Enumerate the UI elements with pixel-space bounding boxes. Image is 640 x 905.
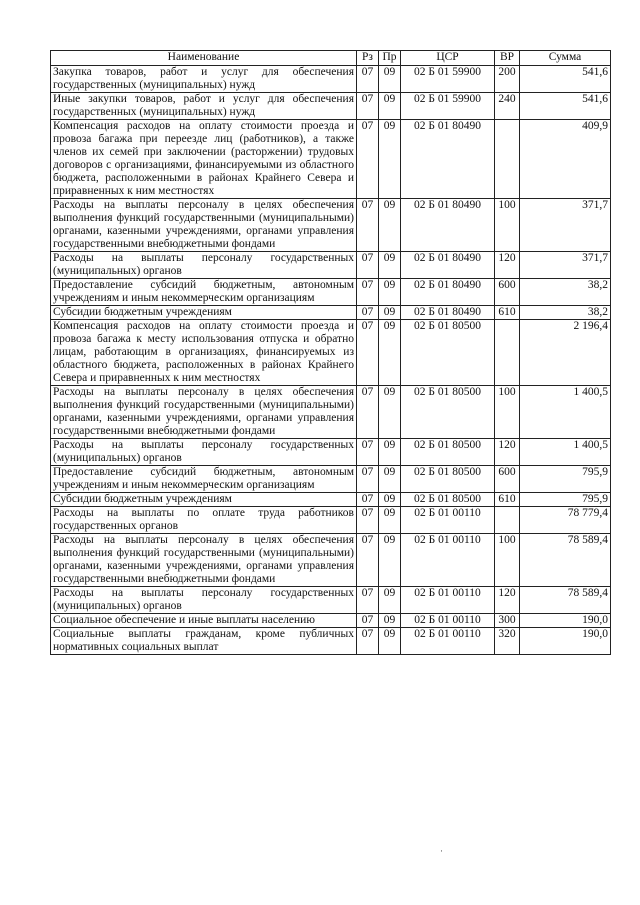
cell-csr: 02 Б 01 00110 — [401, 507, 495, 534]
cell-csr: 02 Б 01 00110 — [401, 587, 495, 614]
cell-pr: 09 — [379, 279, 401, 306]
cell-rz: 07 — [357, 120, 379, 199]
cell-rz: 07 — [357, 279, 379, 306]
cell-pr: 09 — [379, 614, 401, 628]
cell-rz: 07 — [357, 66, 379, 93]
cell-rz: 07 — [357, 534, 379, 587]
table-row — [51, 587, 611, 614]
table-row — [51, 320, 611, 386]
table-row — [51, 199, 611, 252]
table-row — [51, 507, 611, 534]
cell-name: Расходы на выплаты персоналу в целях обеспечения выполнения функций государственными (муниципальными) органами, казенными учреждениями, органами управления государственными внебюджетными фондами — [51, 386, 357, 439]
cell-csr: 02 Б 01 59900 — [401, 66, 495, 93]
table-body — [51, 66, 611, 655]
cell-vr: 100 — [495, 199, 520, 252]
table-row — [51, 439, 611, 466]
cell-pr: 09 — [379, 493, 401, 507]
cell-rz: 07 — [357, 628, 379, 655]
cell-sum: 795,9 — [520, 493, 611, 507]
cell-vr — [495, 120, 520, 199]
cell-vr: 100 — [495, 534, 520, 587]
cell-pr: 09 — [379, 93, 401, 120]
table-row — [51, 614, 611, 628]
cell-name: Предоставление субсидий бюджетным, автономным учреждениям и иным некоммерческим организациям — [51, 466, 357, 493]
cell-name: Социальные выплаты гражданам, кроме публичных нормативных социальных выплат — [51, 628, 357, 655]
cell-csr: 02 Б 01 00110 — [401, 534, 495, 587]
cell-rz: 07 — [357, 466, 379, 493]
cell-rz: 07 — [357, 493, 379, 507]
cell-vr: 320 — [495, 628, 520, 655]
cell-sum: 78 589,4 — [520, 587, 611, 614]
cell-name: Расходы на выплаты персоналу в целях обеспечения выполнения функций государственными (муниципальными) органами, казенными учреждениями, органами управления государственными внебюджетными фондами — [51, 534, 357, 587]
cell-sum: 78 589,4 — [520, 534, 611, 587]
cell-csr: 02 Б 01 80490 — [401, 279, 495, 306]
cell-name: Предоставление субсидий бюджетным, автономным учреждениям и иным некоммерческим организациям — [51, 279, 357, 306]
table-row — [51, 120, 611, 199]
cell-vr: 200 — [495, 66, 520, 93]
cell-name: Расходы на выплаты персоналу государственных (муниципальных) органов — [51, 252, 357, 279]
cell-csr: 02 Б 01 80490 — [401, 199, 495, 252]
cell-csr: 02 Б 01 80500 — [401, 466, 495, 493]
cell-pr: 09 — [379, 306, 401, 320]
cell-csr: 02 Б 01 80500 — [401, 439, 495, 466]
cell-vr — [495, 507, 520, 534]
cell-name: Компенсация расходов на оплату стоимости проезда и провоза багажа при переезде лиц (работников), а также членов их семей при заключении (расторжении) трудовых договоров с организациями, финансируемыми из областного бюджета, расположенными в районах Крайнего Севера и приравненных к ним местностях — [51, 120, 357, 199]
header-name: Наименование — [51, 51, 357, 66]
cell-rz: 07 — [357, 320, 379, 386]
cell-name: Субсидии бюджетным учреждениям — [51, 306, 357, 320]
cell-pr: 09 — [379, 66, 401, 93]
cell-csr: 02 Б 01 80490 — [401, 252, 495, 279]
cell-vr: 600 — [495, 279, 520, 306]
cell-csr: 02 Б 01 80500 — [401, 320, 495, 386]
cell-name: Расходы на выплаты персоналу государственных (муниципальных) органов — [51, 439, 357, 466]
cell-name: Расходы на выплаты по оплате труда работников государственных органов — [51, 507, 357, 534]
table-row — [51, 93, 611, 120]
header-vr: ВР — [495, 51, 520, 66]
cell-vr: 100 — [495, 386, 520, 439]
table-row — [51, 466, 611, 493]
scan-dot: · — [440, 846, 443, 856]
table-row — [51, 534, 611, 587]
cell-rz: 07 — [357, 252, 379, 279]
cell-sum: 541,6 — [520, 66, 611, 93]
cell-sum: 190,0 — [520, 628, 611, 655]
cell-vr: 120 — [495, 587, 520, 614]
table-row — [51, 306, 611, 320]
cell-csr: 02 Б 01 59900 — [401, 93, 495, 120]
cell-rz: 07 — [357, 614, 379, 628]
cell-pr: 09 — [379, 587, 401, 614]
table-row — [51, 66, 611, 93]
table-row — [51, 386, 611, 439]
cell-pr: 09 — [379, 507, 401, 534]
header-csr: ЦСР — [401, 51, 495, 66]
header-sum: Сумма — [520, 51, 611, 66]
document-page — [50, 50, 610, 655]
table-row — [51, 279, 611, 306]
cell-sum: 78 779,4 — [520, 507, 611, 534]
cell-csr: 02 Б 01 80500 — [401, 386, 495, 439]
cell-sum: 190,0 — [520, 614, 611, 628]
cell-pr: 09 — [379, 120, 401, 199]
cell-csr: 02 Б 01 80490 — [401, 120, 495, 199]
cell-name: Расходы на выплаты персоналу в целях обеспечения выполнения функций государственными (муниципальными) органами, казенными учреждениями, органами управления государственными внебюджетными фондами — [51, 199, 357, 252]
cell-rz: 07 — [357, 507, 379, 534]
cell-rz: 07 — [357, 306, 379, 320]
cell-pr: 09 — [379, 466, 401, 493]
cell-csr: 02 Б 01 80490 — [401, 306, 495, 320]
cell-vr — [495, 320, 520, 386]
cell-name: Социальное обеспечение и иные выплаты населению — [51, 614, 357, 628]
cell-name: Закупка товаров, работ и услуг для обеспечения государственных (муниципальных) нужд — [51, 66, 357, 93]
cell-sum: 371,7 — [520, 252, 611, 279]
cell-name: Компенсация расходов на оплату стоимости проезда и провоза багажа к месту использования отпуска и обратно лицам, работающим в организациях, финансируемых из областного бюджета, расположенных в районах Крайнего Севера и приравненных к ним местностях — [51, 320, 357, 386]
cell-name: Субсидии бюджетным учреждениям — [51, 493, 357, 507]
cell-rz: 07 — [357, 386, 379, 439]
cell-pr: 09 — [379, 534, 401, 587]
cell-name: Иные закупки товаров, работ и услуг для обеспечения государственных (муниципальных) нужд — [51, 93, 357, 120]
cell-pr: 09 — [379, 199, 401, 252]
table-row — [51, 628, 611, 655]
cell-sum: 38,2 — [520, 306, 611, 320]
budget-table — [50, 50, 611, 655]
table-row — [51, 252, 611, 279]
cell-name: Расходы на выплаты персоналу государственных (муниципальных) органов — [51, 587, 357, 614]
cell-pr: 09 — [379, 386, 401, 439]
cell-sum: 1 400,5 — [520, 439, 611, 466]
header-pr: Пр — [379, 51, 401, 66]
cell-vr: 300 — [495, 614, 520, 628]
cell-sum: 371,7 — [520, 199, 611, 252]
cell-vr: 610 — [495, 306, 520, 320]
cell-pr: 09 — [379, 628, 401, 655]
cell-vr: 240 — [495, 93, 520, 120]
header-rz: Рз — [357, 51, 379, 66]
cell-pr: 09 — [379, 320, 401, 386]
cell-vr: 600 — [495, 466, 520, 493]
cell-sum: 541,6 — [520, 93, 611, 120]
cell-sum: 1 400,5 — [520, 386, 611, 439]
table-header-row — [51, 51, 611, 66]
cell-csr: 02 Б 01 00110 — [401, 614, 495, 628]
cell-vr: 120 — [495, 252, 520, 279]
cell-rz: 07 — [357, 587, 379, 614]
cell-rz: 07 — [357, 439, 379, 466]
cell-sum: 795,9 — [520, 466, 611, 493]
cell-pr: 09 — [379, 439, 401, 466]
table-row — [51, 493, 611, 507]
cell-sum: 38,2 — [520, 279, 611, 306]
cell-sum: 2 196,4 — [520, 320, 611, 386]
cell-csr: 02 Б 01 00110 — [401, 628, 495, 655]
cell-rz: 07 — [357, 199, 379, 252]
cell-vr: 120 — [495, 439, 520, 466]
cell-vr: 610 — [495, 493, 520, 507]
cell-csr: 02 Б 01 80500 — [401, 493, 495, 507]
cell-sum: 409,9 — [520, 120, 611, 199]
cell-rz: 07 — [357, 93, 379, 120]
cell-pr: 09 — [379, 252, 401, 279]
